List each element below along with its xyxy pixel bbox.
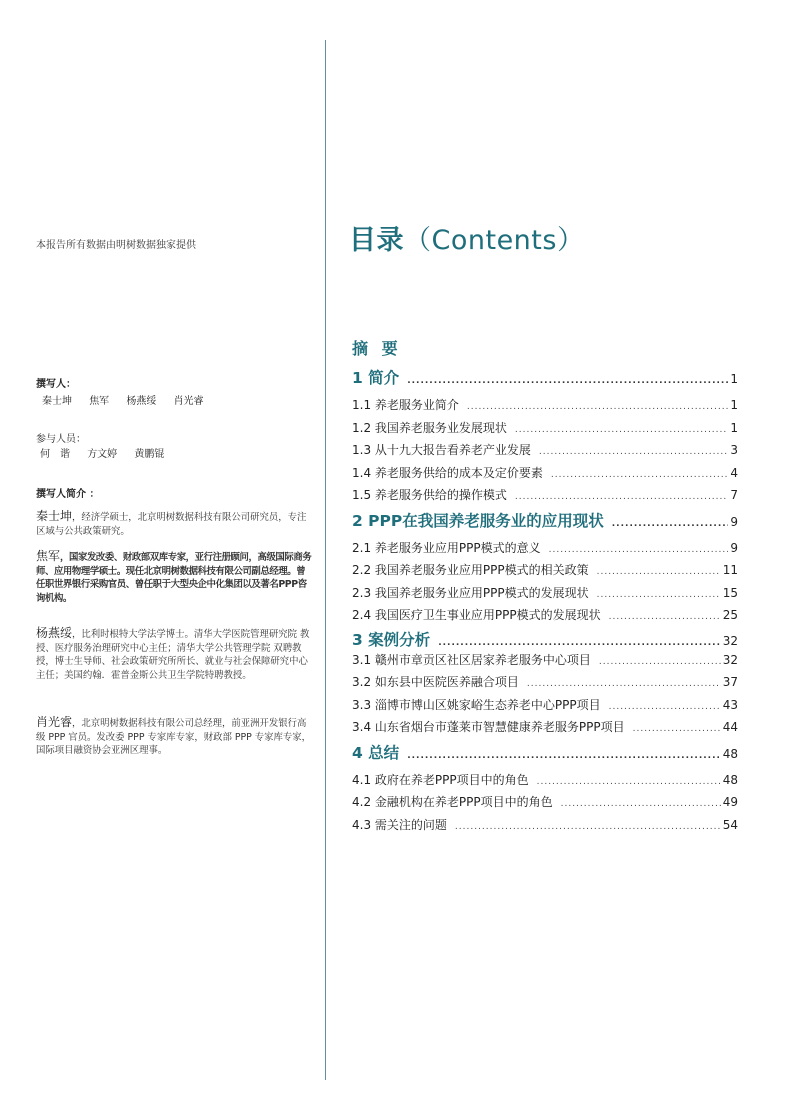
- bio-name: 焦军: [36, 549, 61, 563]
- toc-entry-page: 37: [722, 675, 738, 689]
- toc-leader-dots: [633, 724, 721, 734]
- participant-name: 黄鹏锟: [134, 449, 165, 460]
- bio-text: ，北京明树数据科技有限公司总经理，前亚洲开发银行高级 PPP 官员。发改委 PPP 专家库专家，财政部 PPP 专家库专家，国际项目融资协会亚洲区理事。: [36, 718, 312, 757]
- toc-section-entry[interactable]: [352, 771, 738, 788]
- bio-name: 杨燕绥: [36, 626, 73, 640]
- toc-title-cn: 目录: [349, 225, 404, 256]
- bio-qin: [36, 510, 312, 538]
- toc-entry-label: 3.1 赣州市章贡区社区居家养老服务中心项目: [352, 653, 591, 667]
- toc-entry-page: 48: [722, 747, 738, 761]
- toc-section-entry[interactable]: [352, 673, 738, 690]
- toc-entry-label: 1.2 我国养老服务业发展现状: [352, 421, 507, 435]
- toc-leader-dots: [407, 376, 728, 386]
- toc-entry-page: 1: [730, 372, 738, 386]
- toc-leader-dots: [467, 402, 728, 412]
- bio-text: ，国家发改委、财政部双库专家，亚行注册顾问，高级国际商务师、应用物理学硕士。现任北京明树数据科技有限公司副总经理。曾任职世界银行采购官员、曾任职于大型央企中化集团以及著名PPP咨询机构。: [36, 552, 312, 604]
- toc-entry-label: 3.4 山东省烟台市蓬莱市智慧健康养老服务PPP项目: [352, 720, 625, 734]
- toc-chapter-entry[interactable]: [352, 509, 738, 531]
- toc-entry-label: 3 案例分析: [352, 631, 431, 649]
- toc-entry-page: 49: [722, 795, 738, 809]
- data-provider-note: 本报告所有数据由明树数据独家提供: [36, 240, 196, 251]
- toc-leader-dots: [455, 822, 721, 832]
- bio-xiao: [36, 716, 312, 758]
- writer-name: 焦军: [89, 396, 110, 407]
- toc-entry-label: 4.3 需关注的问题: [352, 818, 447, 832]
- toc-leader-dots: [561, 799, 721, 809]
- toc-leader-dots: [609, 612, 721, 622]
- writers-title: 撰写人：: [36, 379, 76, 390]
- toc-entry-label: 1.3 从十九大报告看养老产业发展: [352, 443, 531, 457]
- toc-leader-dots: [539, 447, 728, 457]
- toc-entry-label: 2.3 我国养老服务业应用PPP模式的发展现状: [352, 586, 589, 600]
- toc-leader-dots: [527, 679, 721, 689]
- toc-entry-page: 3: [730, 443, 738, 457]
- toc-chapter-entry[interactable]: [352, 366, 738, 388]
- toc-entry-page: 32: [722, 653, 738, 667]
- participants-list: [40, 445, 178, 460]
- column-divider: [325, 40, 326, 1080]
- toc-leader-dots: [549, 545, 729, 555]
- bio-name: 秦士坤: [36, 509, 73, 523]
- bio-yang: [36, 627, 312, 682]
- toc-section-entry[interactable]: [352, 441, 738, 458]
- toc-entry-page: 32: [722, 634, 738, 648]
- toc-entry-label: 3.2 如东县中医院医养融合项目: [352, 675, 519, 689]
- writer-name: 秦士坤: [42, 396, 72, 407]
- toc-section-entry[interactable]: [352, 396, 738, 413]
- toc-title-en: （Contents）: [404, 225, 585, 256]
- toc-leader-dots: [597, 567, 721, 577]
- toc-chapter-entry[interactable]: [352, 741, 738, 763]
- toc-section-entry[interactable]: [352, 584, 738, 601]
- toc-abstract-link[interactable]: 摘 要: [352, 339, 402, 358]
- toc-entry-page: 1: [730, 398, 738, 412]
- bio-text: ，经济学硕士，北京明树数据科技有限公司研究员，专注区域与公共政策研究。: [36, 512, 307, 537]
- toc-leader-dots: [551, 470, 728, 480]
- toc-entry-label: 1.4 养老服务供给的成本及定价要素: [352, 466, 543, 480]
- toc-entry-page: 48: [722, 773, 738, 787]
- toc-entry-page: 25: [722, 608, 738, 622]
- toc-entry-label: 4.2 金融机构在养老PPP项目中的角色: [352, 795, 553, 809]
- toc-chapter-entry[interactable]: [352, 628, 738, 650]
- toc-section-entry[interactable]: [352, 696, 738, 713]
- toc-entry-page: 1: [730, 421, 738, 435]
- toc-entry-page: 4: [730, 466, 738, 480]
- toc-entry-label: 1 简介: [352, 369, 400, 387]
- bio-title: 撰写人简介 ：: [36, 489, 100, 500]
- toc-entry-label: 2.1 养老服务业应用PPP模式的意义: [352, 541, 541, 555]
- toc-leader-dots: [515, 425, 728, 435]
- toc-section-entry[interactable]: [352, 486, 738, 503]
- toc-section-entry[interactable]: [352, 606, 738, 623]
- bio-name: 肖光睿: [36, 715, 73, 729]
- toc-entry-label: 3.3 淄博市博山区姚家峪生态养老中心PPP项目: [352, 698, 601, 712]
- toc-leader-dots: [407, 751, 721, 761]
- toc-leader-dots: [515, 492, 728, 502]
- toc-entry-label: 2 PPP在我国养老服务业的应用现状: [352, 512, 604, 530]
- toc-section-entry[interactable]: [352, 561, 738, 578]
- toc-entry-label: 2.2 我国养老服务业应用PPP模式的相关政策: [352, 563, 589, 577]
- writer-name: 杨燕绥: [126, 396, 157, 407]
- toc-title: [349, 218, 584, 257]
- toc-section-entry[interactable]: [352, 816, 738, 833]
- toc-leader-dots: [537, 777, 721, 787]
- toc-entry-page: 54: [722, 818, 738, 832]
- writers-list: [42, 392, 218, 407]
- toc-leader-dots: [609, 702, 721, 712]
- toc-section-entry[interactable]: [352, 718, 738, 735]
- participant-name: 何 谐: [40, 449, 70, 460]
- toc-entry-page: 7: [730, 488, 738, 502]
- toc-entry-label: 4.1 政府在养老PPP项目中的角色: [352, 773, 529, 787]
- participant-name: 方文婷: [87, 449, 118, 460]
- toc-section-entry[interactable]: [352, 419, 738, 436]
- bio-text: ，比利时根特大学法学博士。清华大学医院管理研究院 教授、医疗服务治理研究中心主任；清华大学公共管理学院 双聘教授，博士生导师、社会政策研究所所长、就业与社会保障研究中心主任；美国约翰．霍普金斯公共卫生学院特聘教授。: [36, 629, 310, 681]
- toc-entry-page: 15: [722, 586, 738, 600]
- toc-section-entry[interactable]: [352, 793, 738, 810]
- toc-leader-dots: [612, 519, 729, 529]
- writer-name: 肖光睿: [173, 396, 204, 407]
- toc-section-entry[interactable]: [352, 464, 738, 481]
- toc-entry-page: 11: [722, 563, 738, 577]
- toc-entry-label: 2.4 我国医疗卫生事业应用PPP模式的发展现状: [352, 608, 601, 622]
- participants-title: 参与人员：: [36, 434, 86, 445]
- toc-entry-page: 43: [722, 698, 738, 712]
- toc-entry-label: 4 总结: [352, 744, 400, 762]
- toc-section-entry[interactable]: [352, 539, 738, 556]
- toc-entry-page: 9: [730, 541, 738, 555]
- toc-leader-dots: [599, 657, 721, 667]
- toc-section-entry[interactable]: [352, 651, 738, 668]
- toc-leader-dots: [597, 590, 721, 600]
- bio-jiao: [36, 550, 312, 605]
- toc-entry-label: 1.1 养老服务业简介: [352, 398, 459, 412]
- toc-entry-page: 44: [722, 720, 738, 734]
- toc-entry-label: 1.5 养老服务供给的操作模式: [352, 488, 507, 502]
- toc-leader-dots: [438, 638, 721, 648]
- toc-entry-page: 9: [730, 515, 738, 529]
